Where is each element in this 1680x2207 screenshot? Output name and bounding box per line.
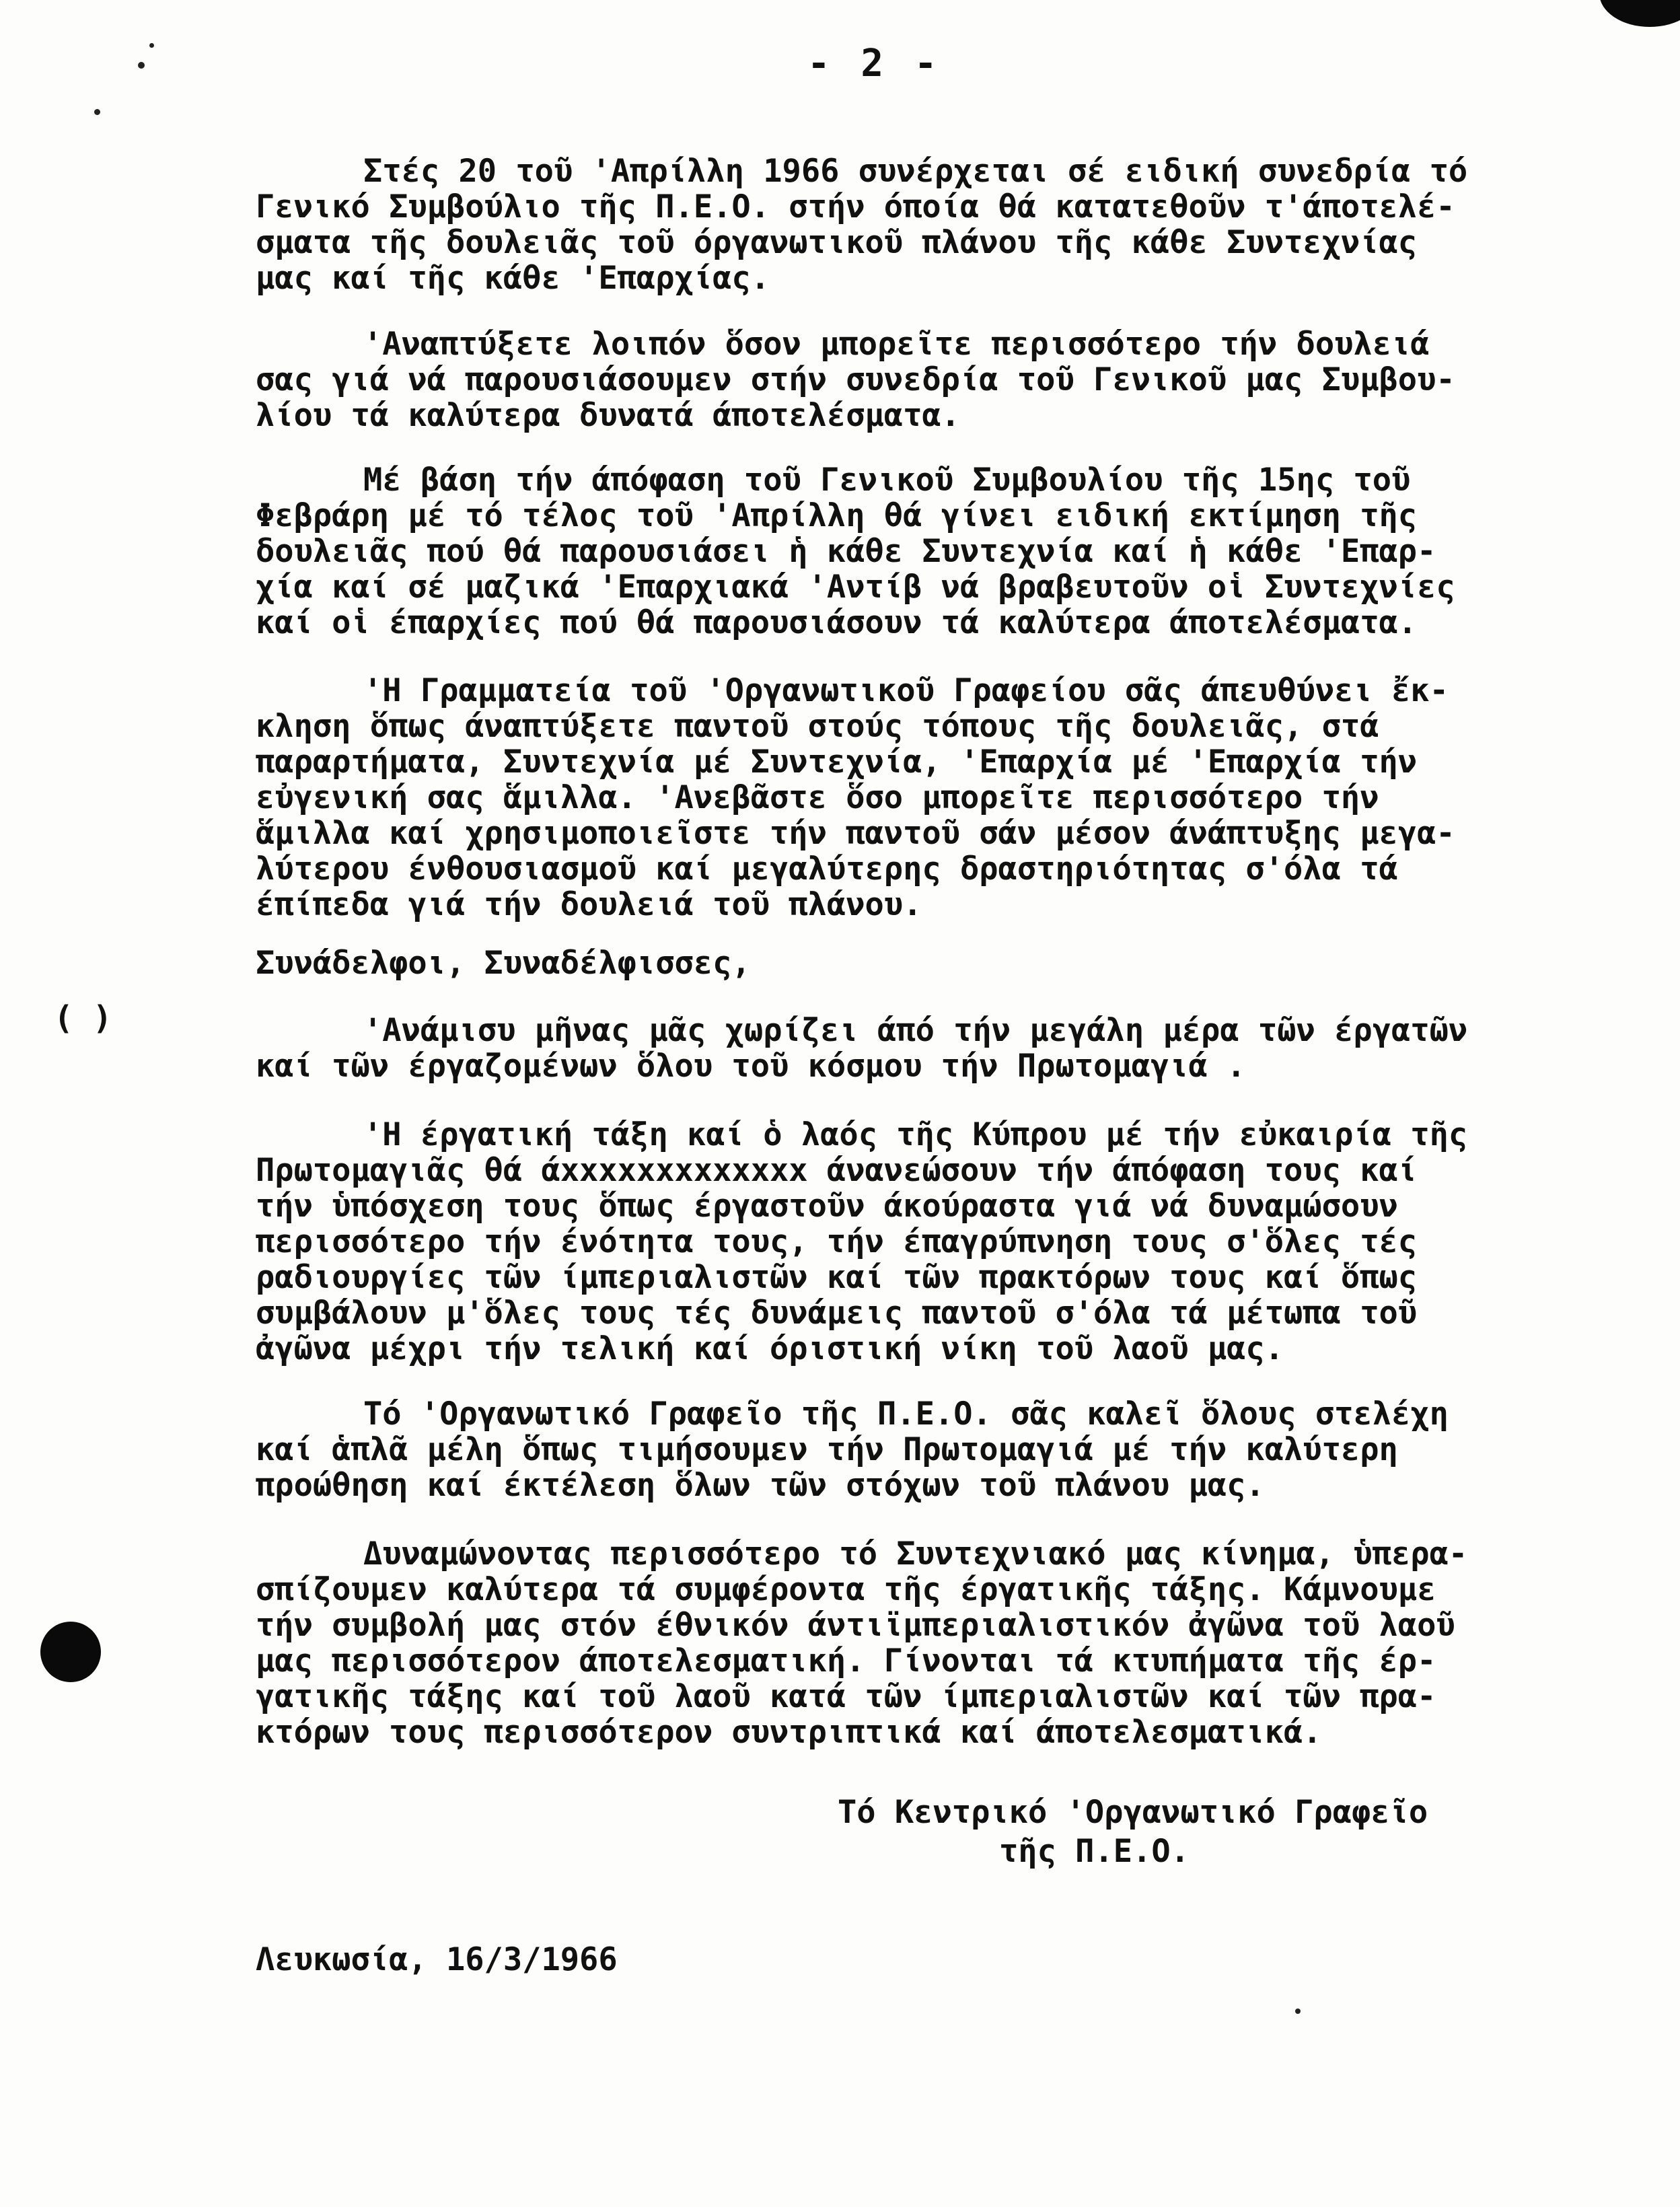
ink-blot-corner: [1599, 0, 1680, 27]
text-line: ἀγῶνα μέχρι τήν τελική καί όριστική νίκη τοῦ λαοῦ μας.: [256, 1330, 1284, 1367]
text-line: σματα τῆς δουλειᾶς τοῦ όργανωτικοῦ πλάνου τῆς κάθε Συντεχνίας: [256, 224, 1418, 261]
text-line: Γενικό Συμβούλιο τῆς Π.Ε.Ο. στήν όποία θά κατατεθοῦν τ'άποτελέ-: [256, 188, 1455, 225]
text-line: μας καί τῆς κάθε 'Επαρχίας.: [256, 260, 770, 297]
text-line: 'Αναπτύξετε λοιπόν ὅσον μπορεῖτε περισσότερο τήν δουλειά: [363, 326, 1430, 363]
paragraph-3: [256, 462, 1455, 641]
text-line: μας περισσότερον άποτελεσματική. Γίνονται τά κτυπήματα τῆς έρ-: [256, 1642, 1436, 1679]
place-date-line: Λευκωσία, 16/3/1966: [256, 1941, 618, 1978]
text-line: λύτερου ένθουσιασμοῦ καί μεγαλύτερης δραστηριότητας σ'όλα τά: [256, 851, 1398, 888]
speck: [94, 109, 100, 115]
text-line: 'Η Γραμματεία τοῦ 'Οργανωτικοῦ Γραφείου σᾶς άπευθύνει ἔκ-: [363, 672, 1449, 709]
text-line: ραδιουργίες τῶν ίμπεριαλιστῶν καί τῶν πρακτόρων τους καί ὅπως: [256, 1259, 1418, 1296]
text-line: κτόρων τους περισσότερον συντριπτικά καί άποτελεσματικά.: [256, 1714, 1322, 1751]
text-line: περισσότερο τήν ένότητα τους, τήν έπαγρύπνηση τους σ'ὅλες τές: [256, 1223, 1418, 1260]
signature-line: Τό Κεντρικό 'Οργανωτικό Γραφεῖο: [838, 1794, 1428, 1831]
speck: [138, 62, 145, 69]
text-line: εὐγενική σας ἅμιλλα. 'Ανεβᾶστε ὅσο μπορεῖτε περισσότερο τήν: [256, 779, 1379, 816]
text-line: Τό 'Οργανωτικό Γραφεῖο τῆς Π.Ε.Ο. σᾶς καλεῖ ὅλους στελέχη: [363, 1396, 1449, 1433]
paragraph-4: [256, 673, 1455, 922]
punch-hole: [40, 1622, 101, 1682]
text-line: ἅμιλλα καί χρησιμοποιεῖστε τήν παντοῦ σάν μέσον άνάπτυξης μεγα-: [256, 815, 1455, 852]
text-line: καί ἁπλᾶ μέλη ὅπως τιμήσουμεν τήν Πρωτομαγιά μέ τήν καλύτερη: [256, 1431, 1398, 1468]
text-line: 'Ανάμισυ μῆνας μᾶς χωρίζει άπό τήν μεγάλη μέρα τῶν έργατῶν: [363, 1012, 1468, 1049]
text-line: έπίπεδα γιά τήν δουλειά τοῦ πλάνου.: [256, 886, 922, 923]
paragraph-8: [256, 1536, 1467, 1750]
speck: [149, 43, 154, 48]
text-line: λίου τά καλύτερα δυνατά άποτελέσματα.: [256, 397, 960, 434]
text-line: Δυναμώνοντας περισσότερο τό Συντεχνιακό μας κίνημα, ὑπερα-: [363, 1535, 1468, 1572]
text-line: γατικῆς τάξης καί τοῦ λαοῦ κατά τῶν ίμπεριαλιστῶν καί τῶν πρα-: [256, 1678, 1436, 1715]
paragraph-7: [256, 1396, 1449, 1503]
text-line: τήν συμβολή μας στόν έθνικόν άντιϊμπεριαλιστικόν ἀγῶνα τοῦ λαοῦ: [256, 1607, 1455, 1644]
signature-line: τῆς Π.Ε.Ο.: [999, 1833, 1190, 1870]
text-line: δουλειᾶς πού θά παρουσιάσει ἡ κάθε Συντεχνία καί ἡ κάθε 'Επαρ-: [256, 533, 1436, 570]
page-number: - 2 -: [807, 42, 941, 85]
text-line: συμβάλουν μ'ὅλες τους τές δυνάμεις παντοῦ σ'όλα τά μέτωπα τοῦ: [256, 1295, 1418, 1332]
text-line: Πρωτομαγιᾶς θά άxxxxxxxxxxxxx άνανεώσουν τήν άπόφαση τους καί: [256, 1152, 1418, 1189]
text-line: προώθηση καί έκτέλεση ὅλων τῶν στόχων τοῦ πλάνου μας.: [256, 1467, 1265, 1504]
salutation: Συνάδελφοι, Συναδέλφισσες,: [256, 945, 751, 982]
paragraph-2: [256, 326, 1455, 433]
signature-block: [838, 1793, 1428, 1871]
paragraph-6: [256, 1117, 1467, 1367]
text-line: χία καί σέ μαζικά 'Επαρχιακά 'Αντίβ νά βραβευτοῦν οἱ Συντεχνίες: [256, 569, 1455, 606]
text-line: καί τῶν έργαζομένων ὅλου τοῦ κόσμου τήν Πρωτομαγιά .: [256, 1048, 1246, 1085]
text-line: Μέ βάση τήν άπόφαση τοῦ Γενικοῦ Συμβουλίου τῆς 15ης τοῦ: [363, 462, 1411, 499]
text-line: καί οἱ έπαρχίες πού θά παρουσιάσουν τά καλύτερα άποτελέσματα.: [256, 604, 1418, 641]
text-line: Φεβράρη μέ τό τέλος τοῦ 'Απρίλλη θά γίνει ειδική εκτίμηση τῆς: [256, 497, 1418, 534]
text-line: κληση ὅπως άναπτύξετε παντοῦ στούς τόπους τῆς δουλειᾶς, στά: [256, 708, 1379, 745]
text-line: Στές 20 τοῦ 'Απρίλλη 1966 συνέρχεται σέ ειδική συνεδρία τό: [363, 153, 1468, 190]
text-line: σπίζουμεν καλύτερα τά συμφέροντα τῆς έργατικῆς τάξης. Κάμνουμε: [256, 1571, 1436, 1608]
text-line: παραρτήματα, Συντεχνία μέ Συντεχνία, 'Επαρχία μέ 'Επαρχία τήν: [256, 744, 1418, 781]
text-line: τήν ὑπόσχεση τους ὅπως έργαστοῦν άκούραστα γιά νά δυναμώσουν: [256, 1188, 1398, 1225]
text-line: σας γιά νά παρουσιάσουμεν στήν συνεδρία τοῦ Γενικοῦ μας Συμβου-: [256, 361, 1455, 398]
text-line: 'Η έργατική τάξη καί ὁ λαός τῆς Κύπρου μέ τήν εὐκαιρία τῆς: [363, 1116, 1468, 1153]
speck: [1295, 2009, 1301, 2014]
margin-paren-mark: ( ): [54, 999, 112, 1037]
paragraph-1: [256, 153, 1467, 296]
paragraph-5: [256, 1013, 1467, 1084]
